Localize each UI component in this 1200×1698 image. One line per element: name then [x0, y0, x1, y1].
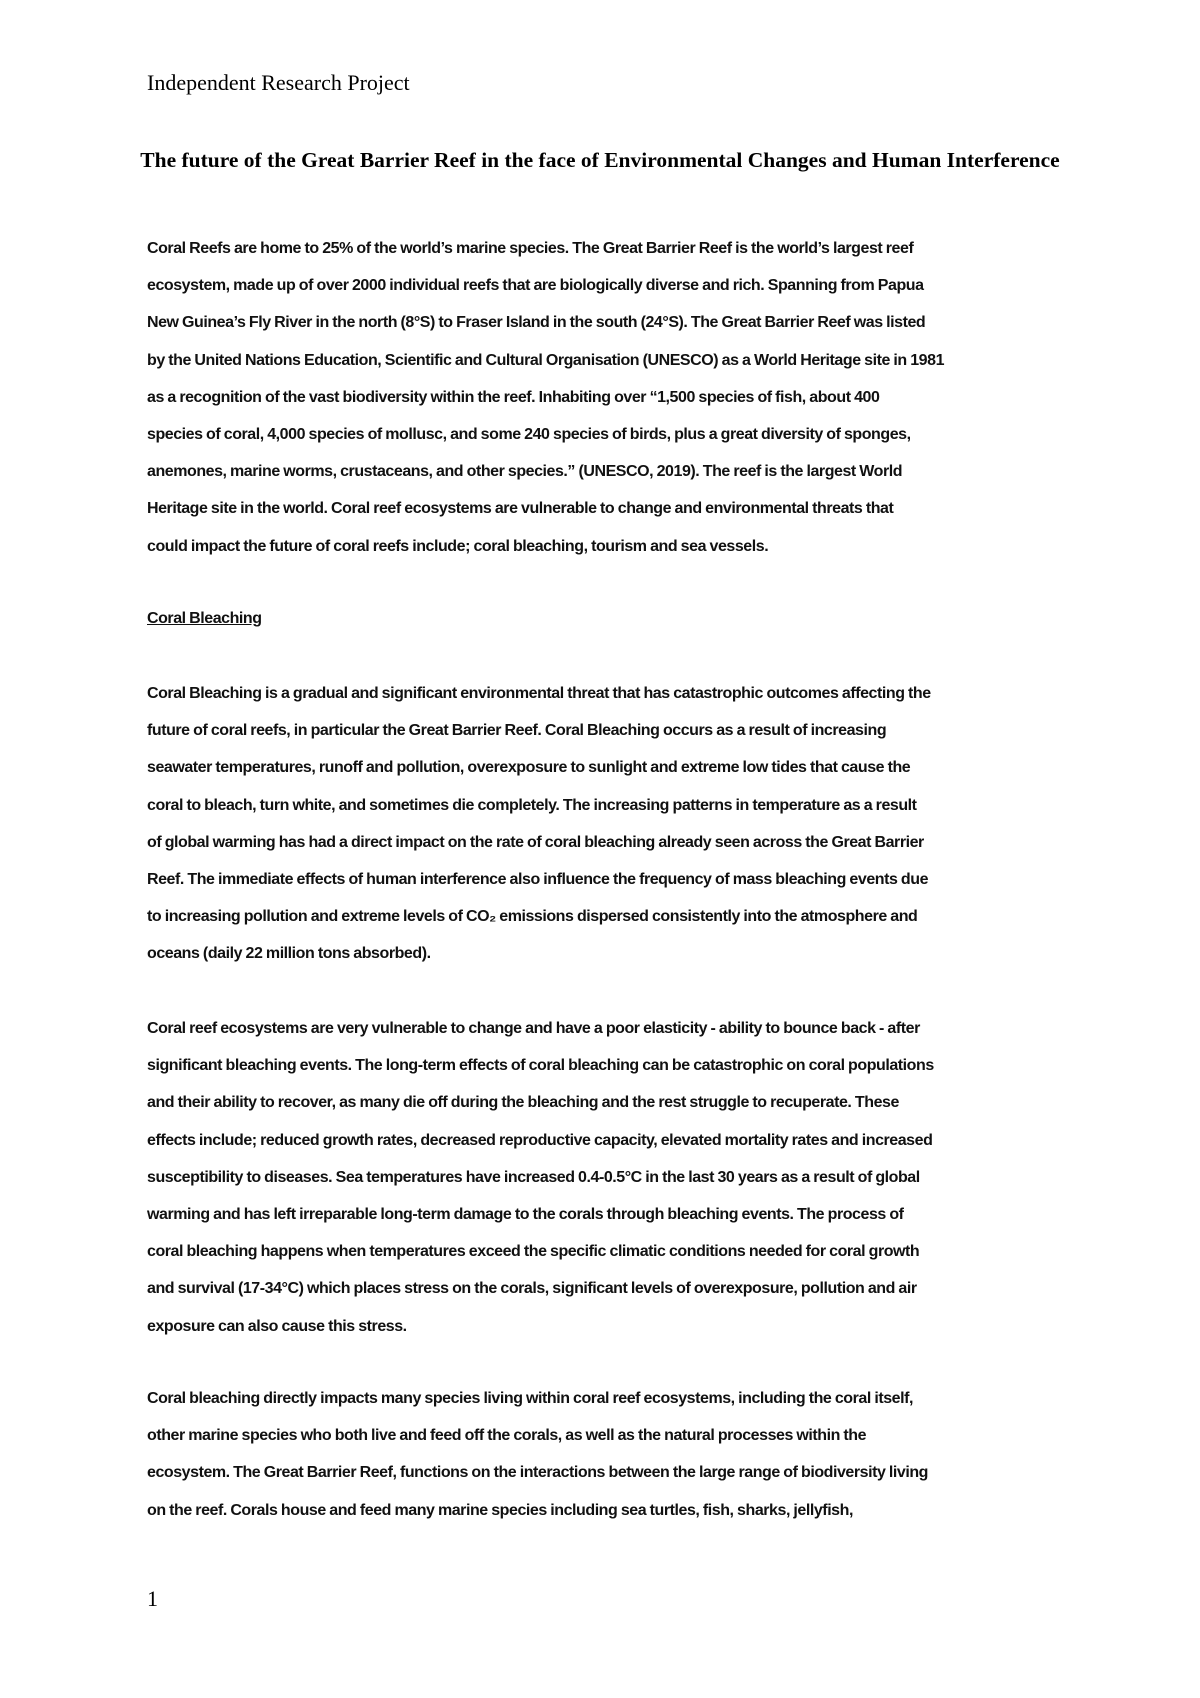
paragraph-line: ecosystem. The Great Barrier Reef, functions on the interactions between the large range of biodiversity living [147, 1464, 928, 1482]
paragraph-line: Coral reef ecosystems are very vulnerable to change and have a poor elasticity - ability to bounce back - after [147, 1020, 920, 1037]
paragraph-line: warming and has left irreparable long-term damage to the corals through bleaching events. The process of [147, 1206, 904, 1223]
paragraph-line: to increasing pollution and extreme levels of CO₂ emissions dispersed consistently into the atmosphere and [147, 908, 918, 926]
paragraph-line: of global warming has had a direct impact on the rate of coral bleaching already seen across the Great Barrier [147, 833, 924, 851]
paragraph-line: Reef. The immediate effects of human interference also influence the frequency of mass bleaching events due [147, 871, 929, 888]
paragraph-line: future of coral reefs, in particular the Great Barrier Reef. Coral Bleaching occurs as a result of increasing [147, 722, 887, 740]
paragraph-line: as a recognition of the vast biodiversity within the reef. Inhabiting over “1,500 species of fish, about 400 [147, 388, 880, 406]
paragraph-line: other marine species who both live and feed off the corals, as well as the natural processes within the [147, 1427, 867, 1445]
paragraph-line: Coral Reefs are home to 25% of the world’s marine species. The Great Barrier Reef is the world’s largest reef [147, 240, 914, 257]
page-number: 1 [147, 1586, 158, 1611]
paragraph-line: on the reef. Corals house and feed many marine species including sea turtles, fish, sharks, jellyfish, [147, 1501, 853, 1519]
paragraph-line: coral to bleach, turn white, and sometimes die completely. The increasing patterns in temperature as a result [147, 796, 917, 814]
section-heading: Coral Bleaching [147, 610, 262, 627]
paragraph-line: New Guinea’s Fly River in the north (8°S) to Fraser Island in the south (24°S). The Great Barrier Reef was listed [147, 314, 926, 332]
paragraph-line: and survival (17-34°C) which places stress on the corals, significant levels of overexposure, pollution and air [147, 1280, 917, 1298]
paragraph-line: Coral Bleaching is a gradual and significant environmental threat that has catastrophic outcomes affecting the [147, 685, 931, 702]
paragraph-line: effects include; reduced growth rates, decreased reproductive capacity, elevated mortality rates and increased [147, 1131, 933, 1149]
paragraph-line: coral bleaching happens when temperatures exceed the specific climatic conditions needed for coral growth [147, 1243, 920, 1261]
paragraph-line: Heritage site in the world. Coral reef ecosystems are vulnerable to change and environmental threats that [147, 500, 894, 518]
running-header: Independent Research Project [147, 70, 410, 95]
document-title: The future of the Great Barrier Reef in the face of Environmental Changes and Human Interference [140, 148, 1060, 172]
paragraph-line: significant bleaching events. The long-term effects of coral bleaching can be catastrophic on coral populations [147, 1057, 934, 1075]
paragraph-line: exposure can also cause this stress. [147, 1317, 407, 1335]
paragraph-line: and their ability to recover, as many die off during the bleaching and the rest struggle to recuperate. These [147, 1094, 899, 1112]
paragraph-line: by the United Nations Education, Scientific and Cultural Organisation (UNESCO) as a World Heritage site in 1981 [147, 351, 945, 369]
paragraph-line: susceptibility to diseases. Sea temperatures have increased 0.4-0.5°C in the last 30 years as a result of global [147, 1168, 920, 1186]
paragraph-line: anemones, marine worms, crustaceans, and other species.” (UNESCO, 2019). The reef is the largest World [147, 463, 903, 481]
paragraph-line: seawater temperatures, runoff and pollution, overexposure to sunlight and extreme low tides that cause the [147, 759, 911, 777]
paragraph-line: species of coral, 4,000 species of mollusc, and some 240 species of birds, plus a great diversity of sponges, [147, 426, 911, 443]
paragraph-line: Coral bleaching directly impacts many species living within coral reef ecosystems, including the coral itself, [147, 1390, 913, 1407]
paragraph-line: ecosystem, made up of over 2000 individual reefs that are biologically diverse and rich. Spanning from Papua [147, 277, 924, 295]
paragraph-line: oceans (daily 22 million tons absorbed). [147, 945, 431, 963]
paragraph-line: could impact the future of coral reefs include; coral bleaching, tourism and sea vessels. [147, 537, 769, 555]
